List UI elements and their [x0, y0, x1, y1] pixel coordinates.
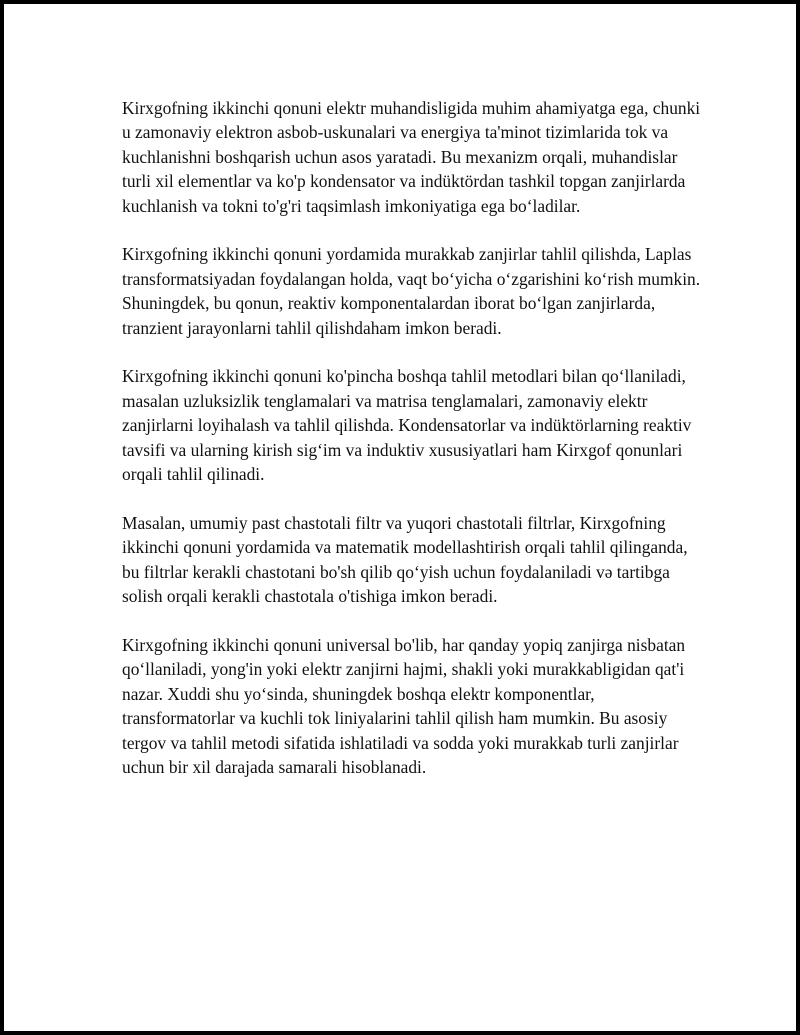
- paragraph-5: Kirxgofning ikkinchi qonuni universal bo'lib, har qanday yopiq zanjirga nisbatan qoʻllaniladi, yong'in yoki elektr zanjirni hajmi, shakli yoki murakkabligidan qat'i nazar. Xuddi shu yoʻsinda, shuningdek boshqa elektr komponentlar, transformatorlar va kuchli tok liniyalarini tahlil qilish ham mumkin. Bu asosiy tergov va tahlil metodi sifatida ishlatiladi va sodda yoki murakkab turli zanjirlar uchun bir xil darajada samarali hisoblanadi.: [122, 634, 686, 777]
- paragraph-3: Kirxgofning ikkinchi qonuni ko'pincha boshqa tahlil metodlari bilan qoʻllaniladi, masalan uzluksizlik tenglamalari va matrisa tenglamalari, zamonaviy elektr zanjirlarni loyihalash va tahlil qilishda. Kondensatorlar va indüktörlarning reaktiv tavsifi va ularning kirish sigʻim va induktiv xususiyatlari ham Kirxgof qonunlari orqali tahlil qilinadi.: [122, 366, 692, 485]
- paragraph-2: Kirxgofning ikkinchi qonuni yordamida murakkab zanjirlar tahlil qilishda, Laplas transformatsiyadan foydalangan holda, vaqt boʻyicha oʻzgarishini koʻrish mumkin. Shuningdek, bu qonun, reaktiv komponentalardan iborat boʻlgan zanjirlarda, tranzient jarayonlarni tahlil qilishdaham imkon beradi.: [122, 244, 701, 338]
- document-body: [122, 96, 702, 779]
- paragraph-1: Kirxgofning ikkinchi qonuni elektr muhandisligida muhim ahamiyatga ega, chunki u zamonaviy elektron asbob-uskunalari va energiya ta'minot tizimlarida tok va kuchlanishni boshqarish uchun asos yaratadi. Bu mexanizm orqali, muhandislar turli xil elementlar va ko'p kondensator va indüktördan tashkil topgan zanjirlarda kuchlanish va tokni to'g'ri taqsimlash imkoniyatiga ega boʻladilar.: [122, 98, 701, 216]
- paragraph-4: Masalan, umumiy past chastotali filtr va yuqori chastotali filtrlar, Kirxgofning ikkinchi qonuni yordamida va matematik modellashtirish orqali tahlil qilinganda, bu filtrlar kerakli chastotani bo'sh qilib qoʻyish uchun foydalaniladi və tartibga solish orqali kerakli chastotala o'tishiga imkon beradi.: [122, 512, 688, 607]
